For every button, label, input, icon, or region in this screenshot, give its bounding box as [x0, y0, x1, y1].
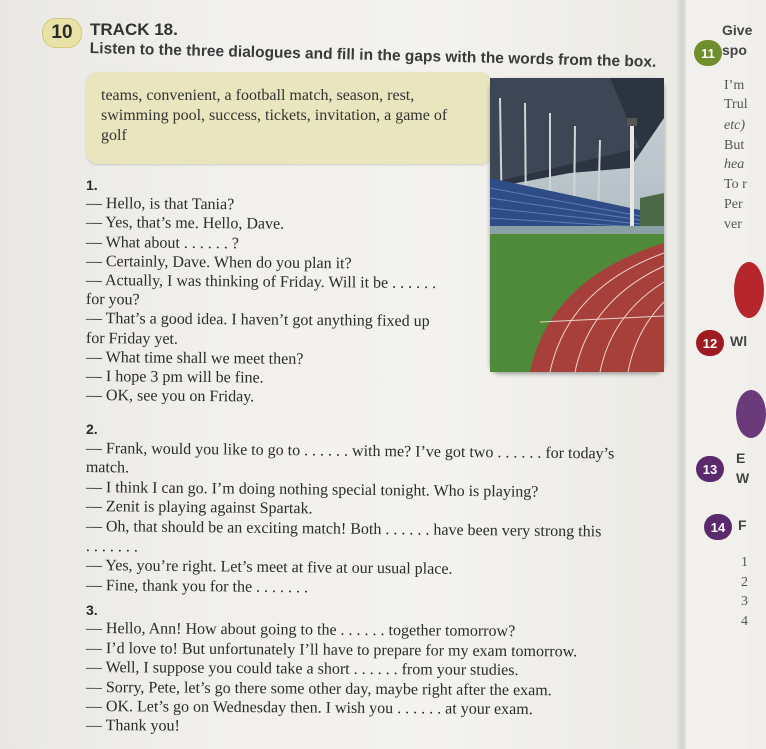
badge-13-text-1: E — [736, 450, 746, 466]
dialogue-1-line: — What time shall we meet then? — [85, 348, 304, 368]
badge-11: 11 — [694, 40, 722, 66]
dialogue-2-line: — I think I can go. I’m doing nothing special tonight. Who is playing? — [85, 478, 539, 501]
dialogue-2-number: 2. — [86, 421, 98, 437]
word-box — [86, 72, 492, 164]
stadium-photo — [490, 78, 664, 372]
exercise-instruction: Listen to the three dialogues and fill in the gaps with the words from the box. — [89, 40, 657, 71]
dialogue-3-line: — Hello, Ann! How about going to the . . . . . . together tomorrow? — [85, 620, 516, 641]
dialogue-3-line: — I’d love to! But unfortunately I’ll have to prepare for my exam tomorrow. — [85, 639, 578, 661]
digit-3: 3 — [741, 594, 748, 609]
decor-red-shape — [734, 262, 764, 318]
badge-14: 14 — [704, 514, 732, 540]
dialogue-1-line: — Certainly, Dave. When do you plan it? — [85, 252, 352, 273]
dialogue-1-line: for Friday yet. — [85, 329, 178, 348]
dialogue-1-line: — What about . . . . . . ? — [85, 233, 240, 252]
decor-purple-shape — [736, 390, 766, 438]
fragment-6: To r — [724, 177, 747, 192]
dialogue-1-number: 1. — [86, 177, 98, 193]
digit-2: 2 — [741, 575, 748, 590]
dialogue-3-line: — Well, I suppose you could take a short . . . . . . from your studies. — [85, 659, 519, 680]
exercise-number: 10 — [51, 22, 73, 43]
fragment-5: hea — [724, 157, 745, 172]
fragment-4: But — [724, 138, 745, 153]
word-box-text: teams, convenient, a football match, season, rest, swimming pool, success, tickets, invitation, a game of golf — [101, 87, 448, 144]
badge-13: 13 — [696, 456, 724, 482]
dialogue-2-line: — Frank, would you like to go to . . . . . . with me? I’ve got two . . . . . . for today’s — [85, 439, 615, 463]
dialogue-2-line: — Zenit is playing against Spartak. — [85, 498, 313, 518]
digit-1: 1 — [741, 555, 748, 570]
dialogue-2-line: . . . . . . . — [85, 537, 138, 556]
digit-4: 4 — [741, 614, 748, 629]
dialogue-1-line: — Hello, is that Tania? — [85, 195, 235, 214]
facing-page — [686, 0, 753, 749]
badge-12-text: Wl — [730, 333, 748, 349]
dialogue-2-line: — Oh, that should be an exciting match! Both . . . . . . have been very strong this — [85, 518, 602, 541]
stadium-illustration — [490, 78, 664, 372]
dialogue-3-line: — Thank you! — [85, 717, 180, 736]
badge-11-text-2: spo — [722, 42, 747, 58]
dialogue-2-line: — Fine, thank you for the . . . . . . . — [85, 576, 309, 597]
exercise-number-badge — [42, 18, 82, 48]
badge-12: 12 — [696, 330, 724, 356]
fragment-1: I’m — [724, 78, 745, 93]
dialogue-1-line: — That’s a good idea. I haven’t got anything fixed up — [85, 310, 430, 331]
fragment-2: Trul — [724, 97, 748, 112]
dialogue-3-line: — OK. Let’s go on Wednesday then. I wish you . . . . . . at your exam. — [85, 698, 533, 719]
dialogue-1-line: — Actually, I was thinking of Friday. Will it be . . . . . . — [85, 272, 437, 293]
dialogue-3-number: 3. — [86, 602, 98, 618]
dialogue-1-line: — OK, see you on Friday. — [85, 387, 255, 406]
badge-11-text-1: Give — [722, 22, 753, 38]
dialogue-1-line: for you? — [85, 291, 140, 309]
fragment-3: etc) — [724, 118, 745, 133]
page-fold-shadow — [676, 0, 686, 749]
badge-14-text: F — [738, 517, 747, 533]
fragment-8: ver — [724, 217, 742, 232]
dialogue-3-line: — Sorry, Pete, let’s go there some other day, maybe right after the exam. — [85, 678, 552, 699]
track-label: TRACK 18. — [90, 20, 178, 39]
dialogue-1-line: — Yes, that’s me. Hello, Dave. — [85, 214, 285, 234]
dialogue-2-line: — Yes, you’re right. Let’s meet at five at our usual place. — [85, 557, 453, 579]
fragment-7: Per — [724, 197, 743, 212]
dialogue-2-line: match. — [85, 459, 130, 477]
badge-13-text-2: W — [736, 470, 750, 486]
dialogue-1-line: — I hope 3 pm will be fine. — [85, 368, 264, 387]
